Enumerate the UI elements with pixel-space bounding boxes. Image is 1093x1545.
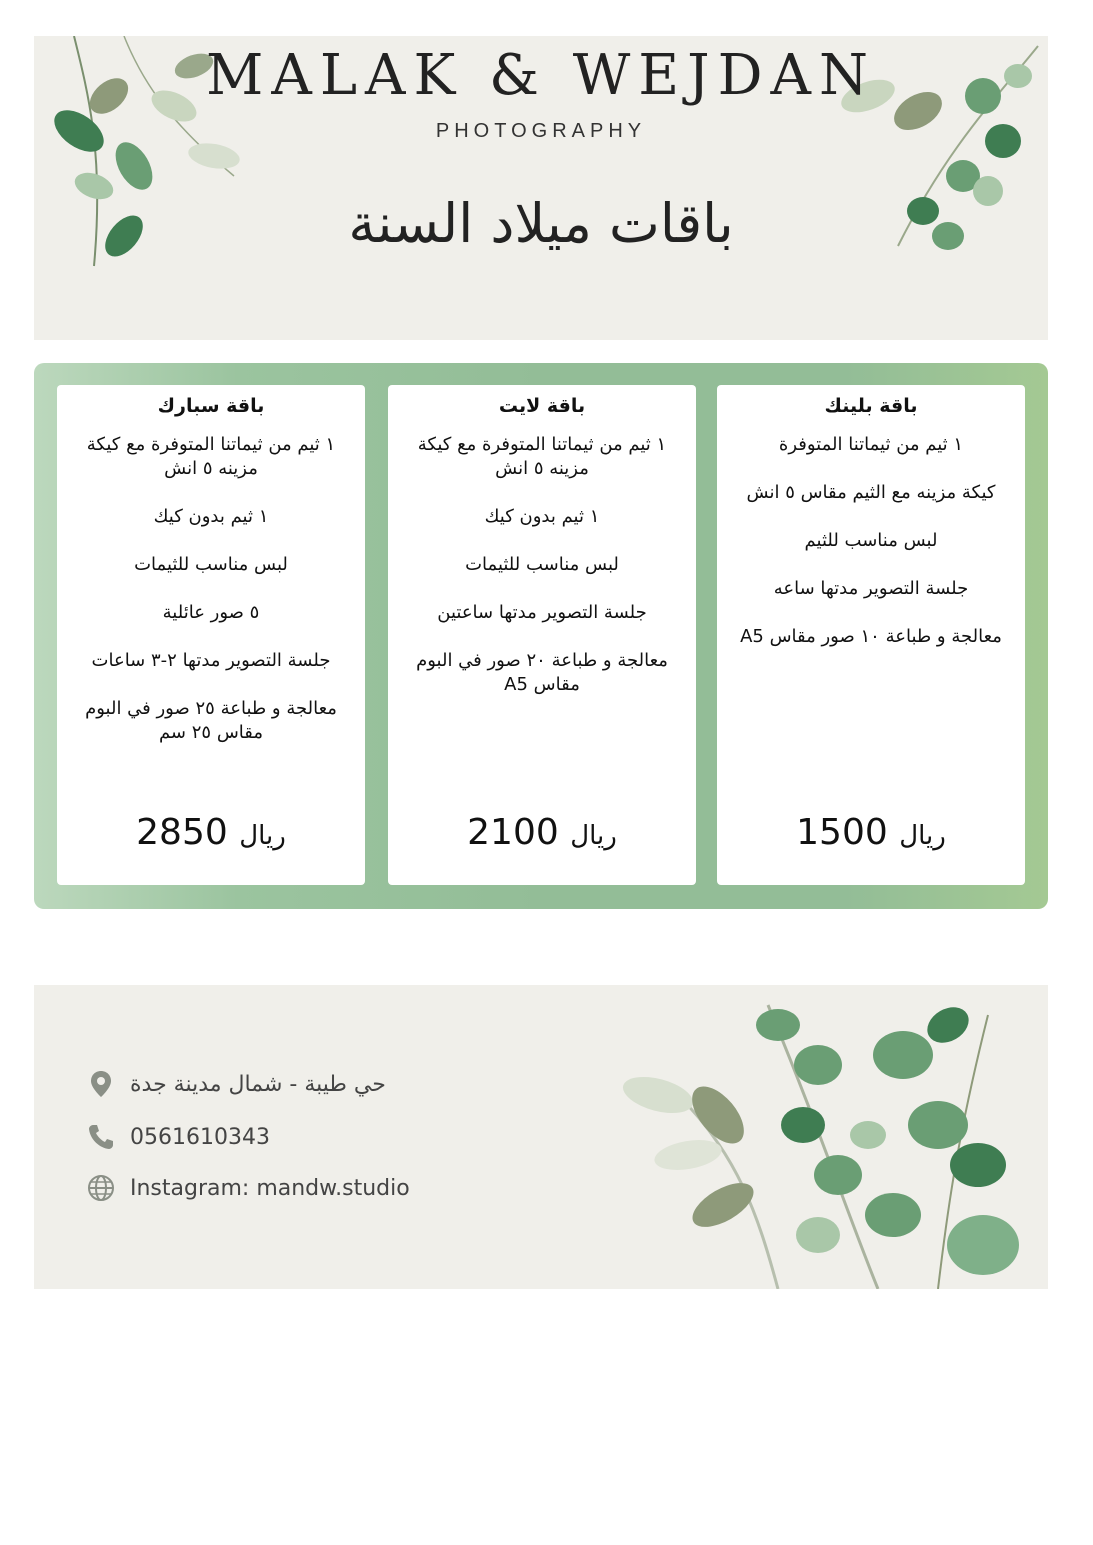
price-currency: ريال — [239, 821, 286, 851]
feature-item: ٥ صور عائلية — [162, 602, 260, 623]
feature-item: جلسة التصوير مدتها ساعتين — [437, 602, 647, 623]
instagram-line — [86, 1173, 410, 1203]
package-card-blink — [717, 385, 1025, 885]
phone-number[interactable]: 0561610343 — [130, 1124, 270, 1150]
brand-name: MALAK & WEJDAN — [206, 43, 876, 108]
feature-item: لبس مناسب للثيم — [804, 530, 938, 551]
package-card-spark — [57, 385, 365, 885]
instagram-handle[interactable]: Instagram: mandw.studio — [130, 1175, 410, 1201]
phone-line — [86, 1122, 270, 1152]
feature-item: معالجة و طباعة ٢٥ صور في البوم مقاس ٢٥ سم — [85, 698, 337, 743]
package-features — [717, 433, 1025, 649]
package-name: باقة لايت — [498, 395, 586, 417]
map-pin-icon — [86, 1069, 116, 1099]
package-features — [57, 433, 365, 745]
feature-item: ١ ثيم بدون كيك — [484, 506, 600, 527]
package-features — [388, 433, 696, 697]
globe-icon — [86, 1173, 116, 1203]
package-price — [388, 812, 696, 853]
feature-item: ١ ثيم من ثيماتنا المتوفرة مع كيكة مزينه ٥ انش — [417, 434, 667, 479]
package-price — [717, 812, 1025, 853]
packages-panel — [34, 363, 1048, 909]
price-amount: 2850 — [136, 812, 228, 853]
contact-footer — [34, 985, 1048, 1289]
address-line — [86, 1069, 386, 1099]
phone-icon — [86, 1122, 116, 1152]
price-amount: 2100 — [467, 812, 559, 853]
price-currency: ريال — [899, 821, 946, 851]
feature-item: جلسة التصوير مدتها ٢-٣ ساعات — [91, 650, 331, 671]
package-name: باقة بلينك — [824, 395, 918, 417]
feature-item: معالجة و طباعة ١٠ صور مقاس A5 — [740, 626, 1002, 647]
price-currency: ريال — [570, 821, 617, 851]
package-name: باقة سبارك — [157, 395, 265, 417]
feature-item: ١ ثيم من ثيماتنا المتوفرة مع كيكة مزينه ٥ انش — [86, 434, 336, 479]
feature-item: لبس مناسب للثيمات — [465, 554, 619, 575]
feature-item: كيكة مزينه مع الثيم مقاس ٥ انش — [746, 482, 996, 503]
feature-item: ١ ثيم من ثيماتنا المتوفرة — [778, 434, 964, 455]
address-text: حي طيبة - شمال مدينة جدة — [130, 1071, 386, 1097]
header-banner — [34, 36, 1048, 340]
feature-item: لبس مناسب للثيمات — [134, 554, 288, 575]
package-price — [57, 812, 365, 853]
feature-item: جلسة التصوير مدتها ساعه — [773, 578, 969, 599]
eucalyptus-branch-illustration — [618, 985, 1038, 1289]
feature-item: معالجة و طباعة ٢٠ صور في البوم مقاس A5 — [416, 650, 668, 695]
price-amount: 1500 — [796, 812, 888, 853]
brand-subtitle: PHOTOGRAPHY — [435, 120, 647, 142]
feature-item: ١ ثيم بدون كيك — [153, 506, 269, 527]
package-card-lite — [388, 385, 696, 885]
page-title: باقات ميلاد السنة — [348, 192, 734, 255]
